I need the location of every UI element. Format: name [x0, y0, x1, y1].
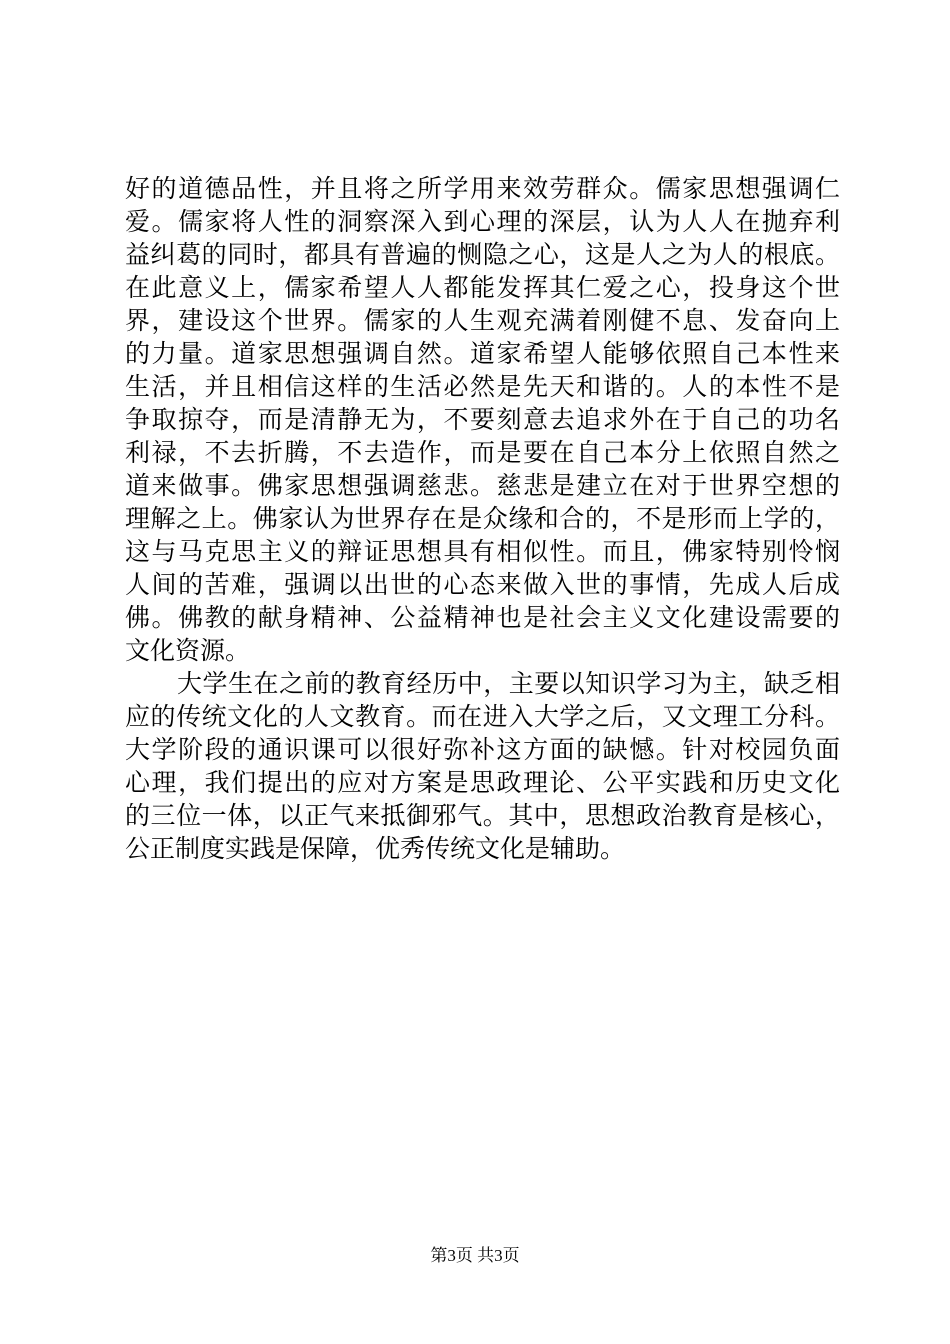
text-line: 佛。佛教的献身精神、公益精神也是社会主义文化建设需要的: [125, 603, 840, 632]
text-line: 争取掠夺，而是清静无为，不要刻意去追求外在于自己的功名: [125, 405, 840, 434]
text-line: 这与马克思主义的辩证思想具有相似性。而且，佛家特别怜悯: [125, 537, 840, 566]
paragraph: [125, 667, 840, 865]
text-line: 益纠葛的同时，都具有普遍的恻隐之心，这是人之为人的根底。: [125, 240, 840, 269]
text-line: 心理，我们提出的应对方案是思政理论、公平实践和历史文化: [125, 768, 840, 797]
text-line: 大学生在之前的教育经历中，主要以知识学习为主，缺乏相: [177, 669, 840, 698]
text-line: 利禄，不去折腾，不去造作，而是要在自己本分上依照自然之: [125, 438, 840, 467]
text-line: 人间的苦难，强调以出世的心态来做入世的事情，先成人后成: [125, 570, 840, 599]
text-line: 公正制度实践是保障，优秀传统文化是辅助。: [125, 834, 626, 863]
text-line: 在此意义上，儒家希望人人都能发挥其仁爱之心，投身这个世: [125, 273, 840, 302]
text-line: 应的传统文化的人文教育。而在进入大学之后，又文理工分科。: [125, 702, 840, 731]
paragraph: [125, 172, 840, 667]
document-body: [125, 172, 840, 865]
text-line: 爱。儒家将人性的洞察深入到心理的深层，认为人人在抛弃利: [125, 207, 840, 236]
text-line: 的力量。道家思想强调自然。道家希望人能够依照自己本性来: [125, 339, 840, 368]
text-line: 界，建设这个世界。儒家的人生观充满着刚健不息、发奋向上: [125, 306, 840, 335]
text-line: 的三位一体，以正气来抵御邪气。其中，思想政治教育是核心，: [125, 801, 840, 830]
text-line: 文化资源。: [125, 636, 251, 665]
text-line: 生活，并且相信这样的生活必然是先天和谐的。人的本性不是: [125, 372, 840, 401]
text-line: 道来做事。佛家思想强调慈悲。慈悲是建立在对于世界空想的: [125, 471, 840, 500]
page-footer: 第3页 共3页: [430, 1246, 520, 1265]
text-line: 理解之上。佛家认为世界存在是众缘和合的，不是形而上学的，: [125, 504, 840, 533]
text-line: 好的道德品性，并且将之所学用来效劳群众。儒家思想强调仁: [125, 174, 840, 203]
text-line: 大学阶段的通识课可以很好弥补这方面的缺憾。针对校园负面: [125, 735, 840, 764]
